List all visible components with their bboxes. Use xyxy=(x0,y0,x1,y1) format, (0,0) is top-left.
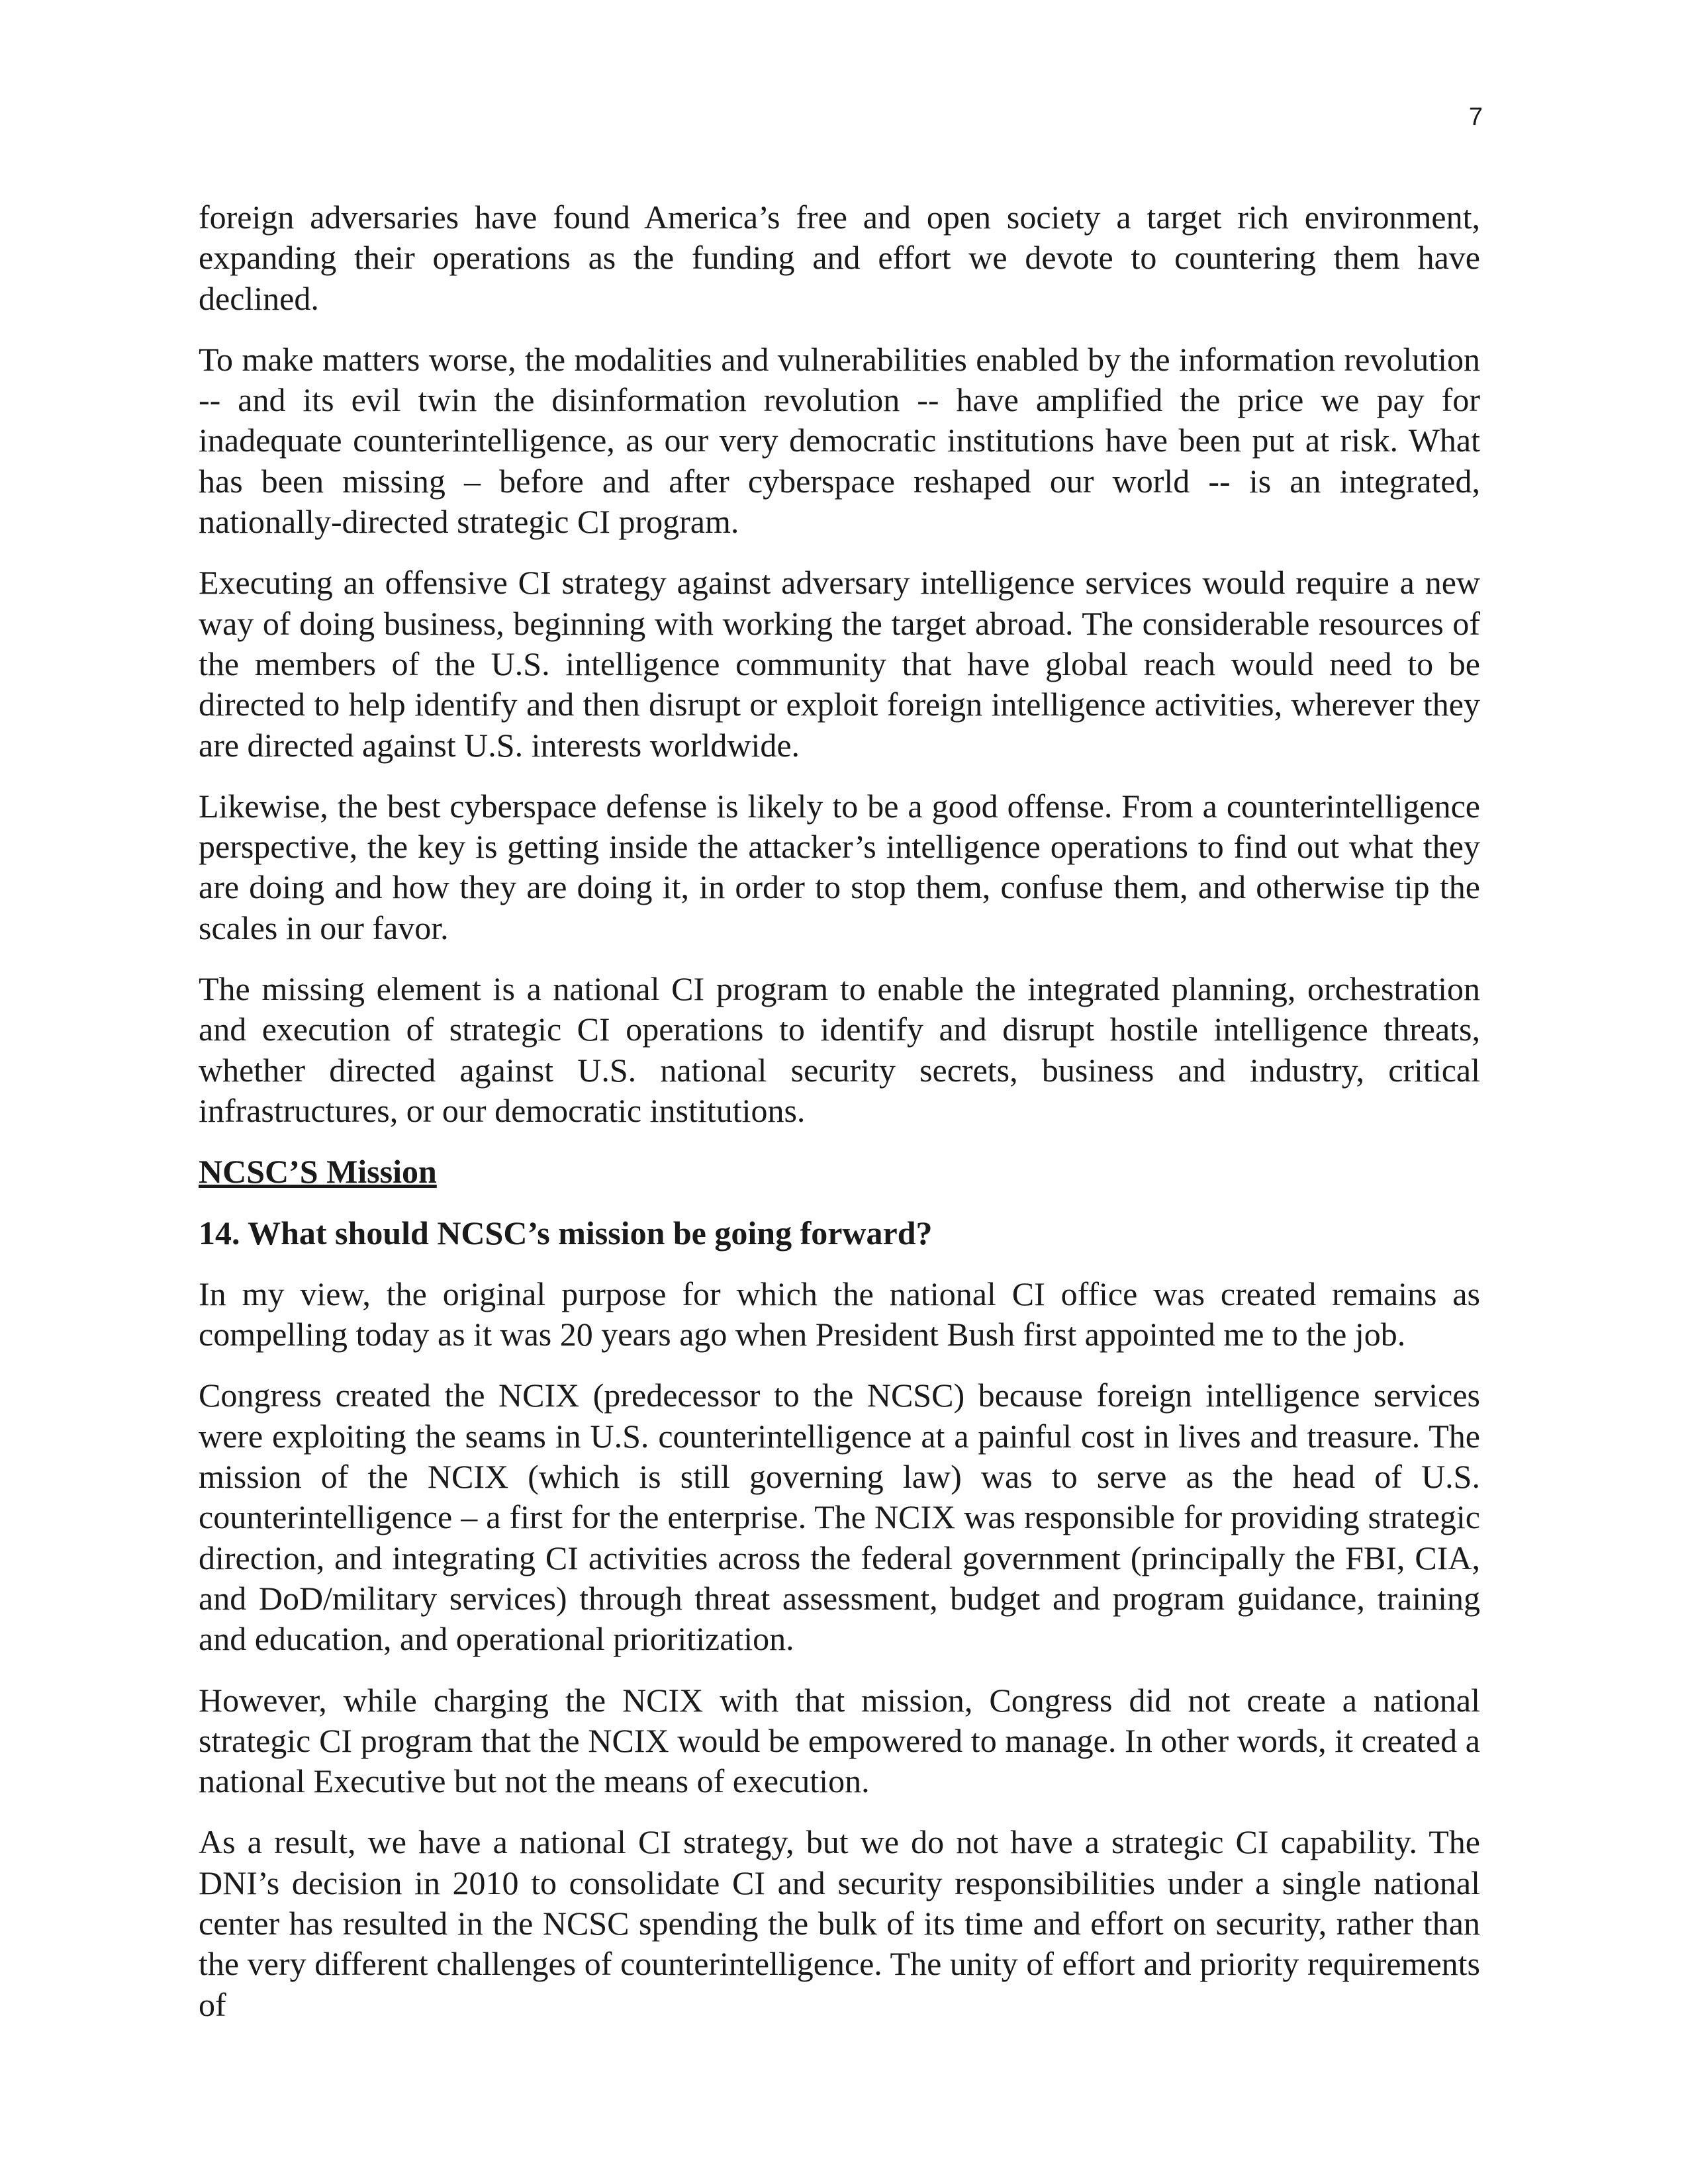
paragraph: The missing element is a national CI program to enable the integrated planning, orchestration and execution of strategic CI operations to identify and disrupt hostile intelligence threats, whether directed against U.S. national security secrets, business and industry, critical infrastructures, or our democratic institutions. xyxy=(199,970,1480,1129)
paragraph: Congress created the NCIX (predecessor to the NCSC) because foreign intelligence services were exploiting the seams in U.S. counterintelligence at a painful cost in lives and treasure. The mission of the NCIX (which is still governing law) was to serve as the head of U.S. counterintelligence – a first for the enterprise. The NCIX was responsible for providing strategic direction, and integrating CI activities across the federal government (principally the FBI, CIA, and DoD/military services) through threat assessment, budget and program guidance, training and education, and operational prioritization. xyxy=(199,1377,1480,1658)
paragraph: However, while charging the NCIX with that mission, Congress did not create a national strategic CI program that the NCIX would be empowered to manage. In other words, it created a national Executive but not the means of execution. xyxy=(199,1681,1480,1800)
paragraph: As a result, we have a national CI strategy, but we do not have a strategic CI capability. The DNI’s decision in 2010 to consolidate CI and security responsibilities under a single national center has resulted in the NCSC spending the bulk of its time and effort on security, rather than the very different challenges of counterintelligence. The unity of effort and priority requirements of xyxy=(199,1823,1480,2023)
paragraph: Likewise, the best cyberspace defense is likely to be a good offense. From a counterintelligence perspective, the key is getting inside the attacker’s intelligence operations to find out what they are doing and how they are doing it, in order to stop them, confuse them, and otherwise tip the scales in our favor. xyxy=(199,787,1480,946)
paragraph: foreign adversaries have found America’s free and open society a target rich environment, expanding their operations as the funding and effort we devote to countering them have declined. xyxy=(199,199,1480,317)
document-body xyxy=(199,197,1480,2046)
section-heading: NCSC’S Mission xyxy=(199,1153,437,1191)
question-heading: 14. What should NCSC’s mission be going forward? xyxy=(199,1214,933,1251)
paragraph: To make matters worse, the modalities and vulnerabilities enabled by the information revolution -- and its evil twin the disinformation revolution -- have amplified the price we pay for inadequate counterintelligence, as our very democratic institutions have been put at risk. What has been missing – before and after cyberspace reshaped our world -- is an integrated, nationally-directed strategic CI program. xyxy=(199,340,1480,541)
paragraph: Executing an offensive CI strategy against adversary intelligence services would require a new way of doing business, beginning with working the target abroad. The considerable resources of the members of the U.S. intelligence community that have global reach would need to be directed to help identify and then disrupt or exploit foreign intelligence activities, wherever they are directed against U.S. interests worldwide. xyxy=(199,564,1480,764)
paragraph: In my view, the original purpose for which the national CI office was created remains as compelling today as it was 20 years ago when President Bush first appointed me to the job. xyxy=(199,1275,1480,1353)
page-number: 7 xyxy=(1468,103,1483,131)
